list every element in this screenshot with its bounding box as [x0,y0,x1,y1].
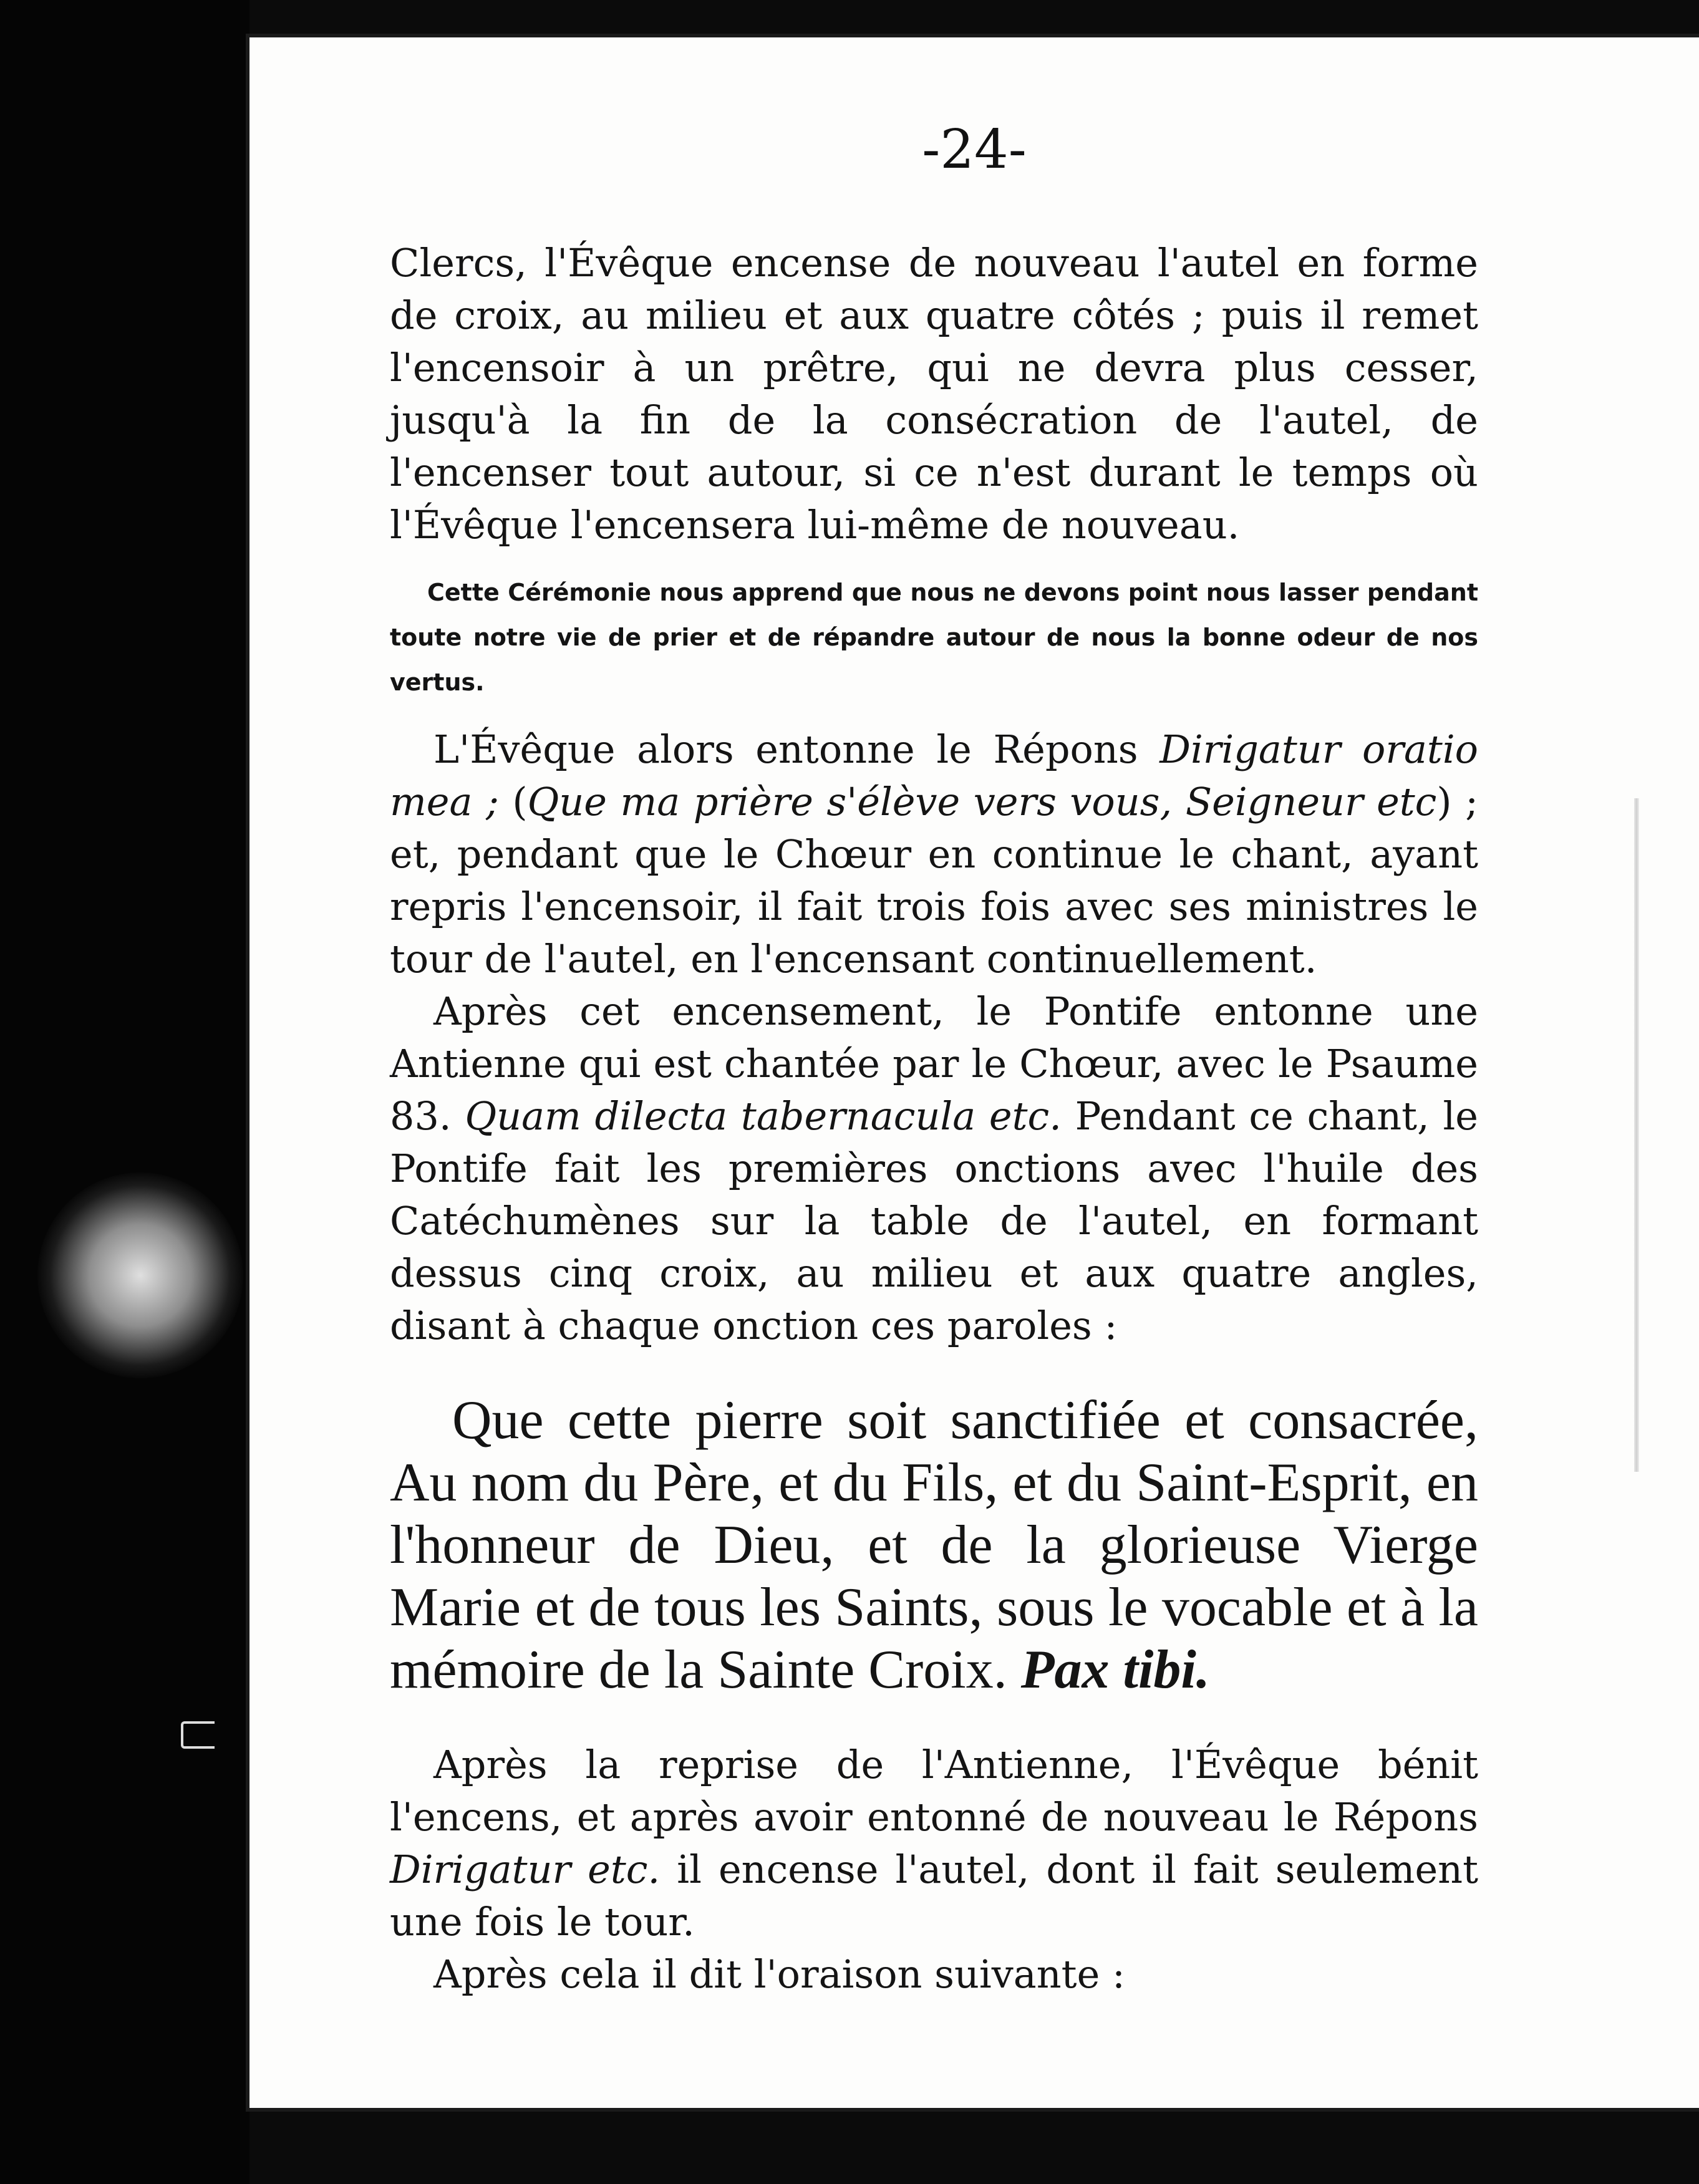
paragraph-oraison: Après cela il dit l'oraison suivante : [433,1951,1125,1997]
paragraph-reprise [390,1739,1478,1948]
commentary-note: Cette Cérémonie nous apprend que nous ne devons point nous lasser pendant toute notre vie de prier et de répandre autour de nous la bonne odeur de nos vertus. [390,579,1478,696]
latin-incipit: Dirigatur oratio mea ; [390,727,1478,824]
text-run: Après cet encensement, le Pontife entonne une Antienne qui est chantée par le Chœur, avec le Psaume 83. [390,988,1478,1139]
text-run: L'Évêque alors entonne le Répons [433,727,1160,772]
formula-text: Que cette pierre soit sanctifiée et consacrée, Au nom du Père, et du Fils, et du Saint-Esprit, en l'honneur de Dieu, et de la glorieuse Vierge Marie et de tous les Saints, sous le vocable et à la mémoire de la Sainte Croix. [390,1390,1478,1700]
pax-tibi: Pax tibi. [1020,1640,1210,1700]
page-body [390,237,1478,2001]
dust-speck [37,1172,243,1378]
psalm-incipit: Quam dilecta tabernacula etc. [465,1093,1062,1139]
translation: Que ma prière s'élève vers vous, Seigneur etc [527,779,1437,824]
paragraph-respons [390,723,1478,985]
paragraph-antiphon [390,985,1478,1352]
text-run: ( [498,779,528,824]
text-run: Pendant ce chant, le Pontife fait les premières onctions avec l'huile des Catéchumènes sur la table de l'autel, en formant dessus cinq croix, au milieu et aux quatre angles, disant à chaque onction ces paroles : [390,1093,1478,1348]
latin-incipit: Dirigatur etc. [390,1847,661,1892]
clip-mark [181,1721,215,1749]
text-run: Après la reprise de l'Antienne, l'Évêque bénit l'encens, et après avoir entonné de nouveau le Répons [390,1742,1478,1840]
page-number: -24- [922,118,1027,181]
book-page [249,37,1699,2108]
consecration-formula [390,1389,1478,1701]
page-fold [1634,798,1639,1472]
paragraph-incensing: Clercs, l'Évêque encense de nouveau l'autel en forme de croix, au milieu et aux quatre côtés ; puis il remet l'encensoir à un prêtre, qui ne devra plus cesser, jusqu'à la fin de la consécration de l'autel, de l'encenser tout autour, si ce n'est durant le temps où l'Évêque l'encensera lui-même de nouveau. [390,240,1478,548]
text-run: ) ; et, pendant que le Chœur en continue le chant, ayant repris l'encensoir, il fait trois fois avec ses ministres le tour de l'autel, en l'encensant continuellement. [390,779,1478,982]
text-run: il encense l'autel, dont il fait seulement une fois le tour. [390,1847,1478,1945]
scan-background [0,0,249,2184]
